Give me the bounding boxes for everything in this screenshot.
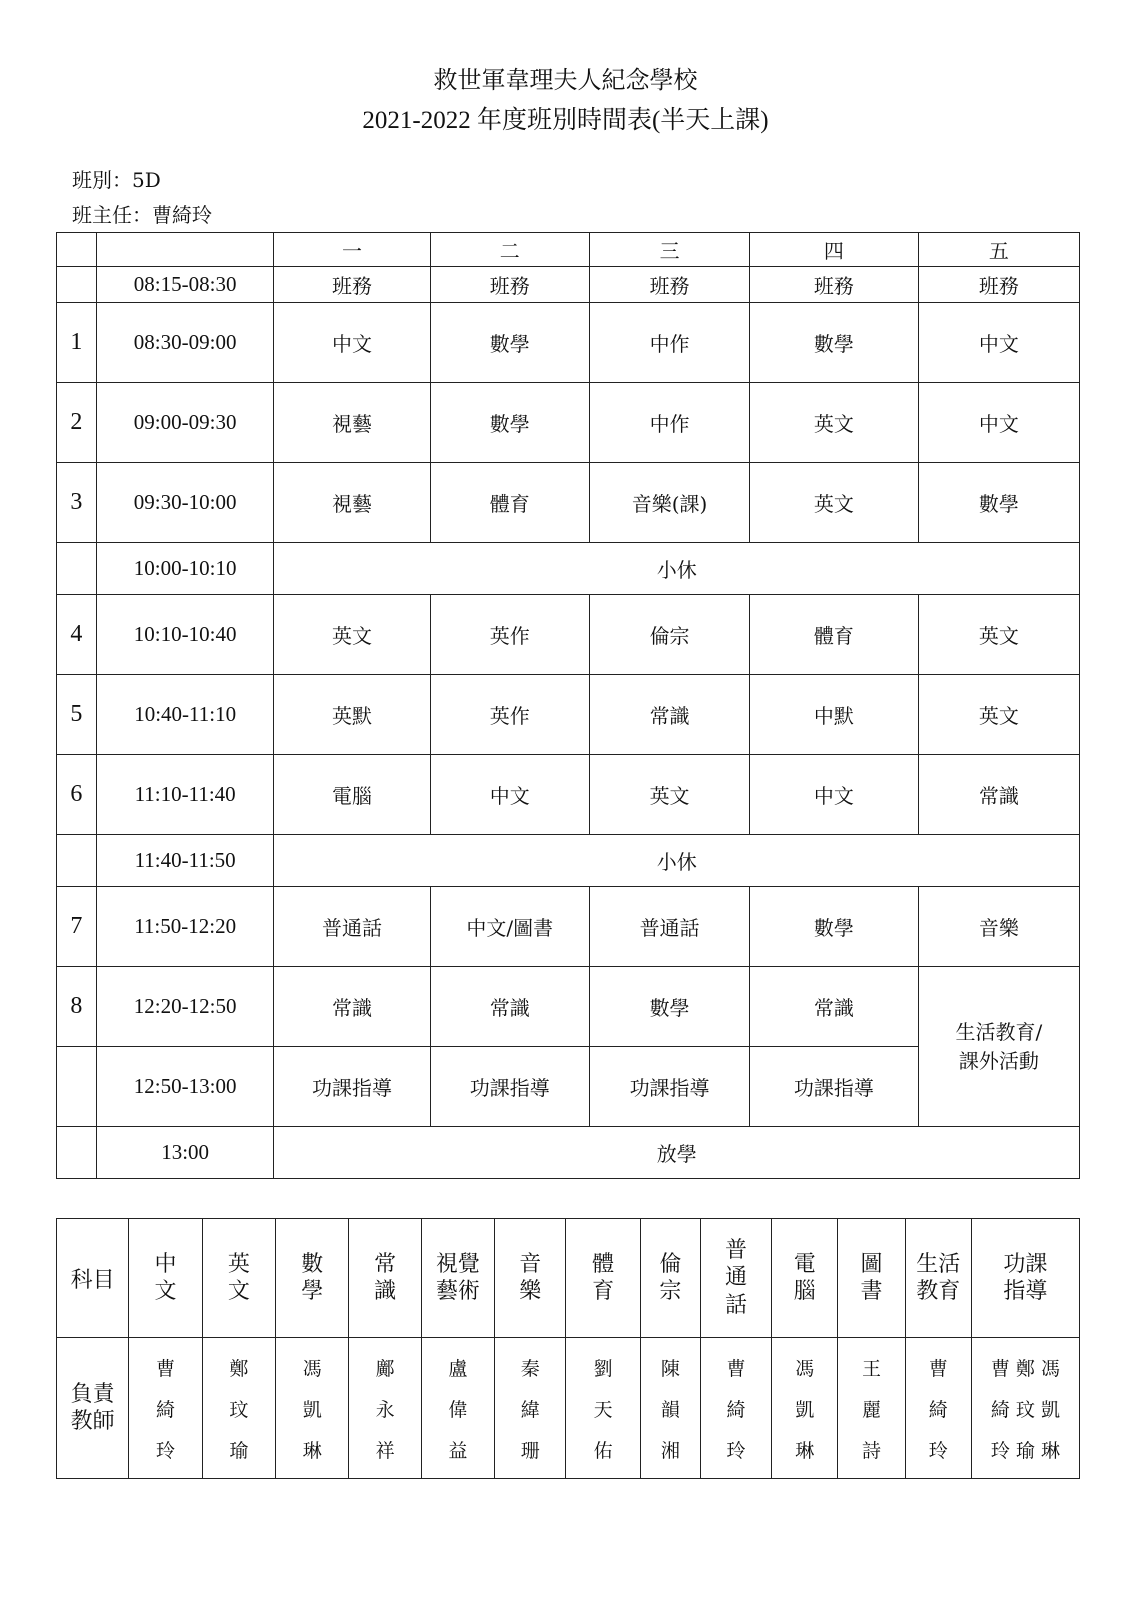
subject-name bbox=[421, 1219, 494, 1338]
teacher-name-char: 珊 bbox=[520, 1439, 540, 1462]
subject-name bbox=[129, 1219, 202, 1338]
teacher-name-char: 玟 bbox=[229, 1398, 249, 1421]
subject-name bbox=[566, 1219, 640, 1338]
lesson-cell: 英文 bbox=[750, 383, 918, 463]
teacher-names bbox=[129, 1338, 202, 1479]
teacher-names bbox=[276, 1338, 349, 1479]
period-number: 4 bbox=[57, 595, 97, 675]
period-number bbox=[57, 1127, 97, 1179]
teacher-name-char: 永 bbox=[375, 1398, 395, 1421]
teacher-name-char: 玲 bbox=[726, 1439, 746, 1462]
teacher-name-char: 曹 bbox=[726, 1357, 746, 1380]
homeroom-cell: 班務 bbox=[274, 267, 430, 303]
break-row bbox=[57, 835, 1080, 887]
teacher-names bbox=[700, 1338, 771, 1479]
subject-name-line: 教育 bbox=[916, 1279, 961, 1304]
teacher-name-char: 曹 bbox=[990, 1357, 1010, 1380]
lesson-cell: 普通話 bbox=[274, 887, 430, 967]
teacher-name-char: 綺 bbox=[156, 1398, 176, 1421]
period-number bbox=[57, 543, 97, 595]
lesson-cell: 英作 bbox=[430, 595, 589, 675]
school-name: 救世軍韋理夫人紀念學校 bbox=[433, 66, 698, 94]
teacher-names bbox=[772, 1338, 838, 1479]
period-number: 6 bbox=[57, 755, 97, 835]
subject-name-line: 中 bbox=[154, 1251, 177, 1277]
teacher-names bbox=[838, 1338, 905, 1479]
class-label: 班別：5D bbox=[72, 168, 161, 192]
lesson-cell: 中文 bbox=[918, 383, 1079, 463]
lesson-cell: 普通話 bbox=[589, 887, 749, 967]
break-label: 小休 bbox=[274, 543, 1080, 595]
period-row bbox=[57, 463, 1080, 543]
period-row bbox=[57, 303, 1080, 383]
lesson-cell: 視藝 bbox=[274, 383, 430, 463]
corner-cell bbox=[57, 233, 97, 267]
period-number: 7 bbox=[57, 887, 97, 967]
lesson-cell: 視藝 bbox=[274, 463, 430, 543]
weekday-header: 三 bbox=[589, 233, 749, 267]
lesson-cell: 英文 bbox=[274, 595, 430, 675]
teacher-names bbox=[640, 1338, 700, 1479]
teacher-name-char: 凱 bbox=[1040, 1398, 1060, 1421]
teacher-name-char: 瑜 bbox=[1015, 1439, 1035, 1462]
lesson-cell: 音樂(課) bbox=[589, 463, 749, 543]
teacher-name-char: 偉 bbox=[448, 1398, 468, 1421]
dismissal-row bbox=[57, 1127, 1080, 1179]
weekday-header: 一 bbox=[274, 233, 430, 267]
subject-name bbox=[276, 1219, 349, 1338]
time-slot: 11:50-12:20 bbox=[96, 887, 274, 967]
period-number: 2 bbox=[57, 383, 97, 463]
teacher-name-char: 佑 bbox=[593, 1439, 613, 1462]
subject-name bbox=[495, 1219, 566, 1338]
lesson-cell: 音樂 bbox=[918, 887, 1079, 967]
subject-name bbox=[905, 1219, 971, 1338]
class-teacher-label: 班主任：曹綺玲 bbox=[72, 203, 212, 227]
teacher-name-char: 天 bbox=[593, 1398, 613, 1421]
time-slot: 09:30-10:00 bbox=[96, 463, 274, 543]
subject-name-line: 育 bbox=[592, 1279, 615, 1304]
teacher-name-char: 鄺 bbox=[375, 1357, 395, 1380]
time-slot: 10:40-11:10 bbox=[96, 675, 274, 755]
subject-name-line: 電 bbox=[793, 1251, 816, 1277]
teacher-name-char: 麗 bbox=[862, 1398, 882, 1421]
time-slot: 09:00-09:30 bbox=[96, 383, 274, 463]
subject-row bbox=[57, 1219, 1080, 1338]
time-slot: 11:40-11:50 bbox=[96, 835, 274, 887]
lesson-cell: 常識 bbox=[918, 755, 1079, 835]
lesson-cell: 中作 bbox=[589, 383, 749, 463]
subject-name bbox=[349, 1219, 421, 1338]
lesson-cell: 中作 bbox=[589, 303, 749, 383]
time-slot: 08:30-09:00 bbox=[96, 303, 274, 383]
teacher-name-char: 盧 bbox=[448, 1357, 468, 1380]
teacher-name-char: 馮 bbox=[1040, 1357, 1060, 1380]
teacher-name-char: 秦 bbox=[520, 1357, 540, 1380]
subject-header: 科目 bbox=[57, 1219, 129, 1338]
lesson-cell: 英文 bbox=[750, 463, 918, 543]
subject-name-line: 常 bbox=[374, 1251, 397, 1277]
period-row bbox=[57, 383, 1080, 463]
lesson-cell: 數學 bbox=[918, 463, 1079, 543]
teacher-name-char: 琳 bbox=[1040, 1439, 1060, 1462]
subject-teacher-table bbox=[56, 1218, 1080, 1479]
lesson-cell: 倫宗 bbox=[589, 595, 749, 675]
teacher-names bbox=[421, 1338, 494, 1479]
teacher-name-char: 綺 bbox=[990, 1398, 1010, 1421]
subject-name bbox=[971, 1219, 1079, 1338]
period-number: 8 bbox=[57, 967, 97, 1047]
subject-name-line: 指導 bbox=[1003, 1279, 1048, 1304]
teacher-name-char: 琳 bbox=[302, 1439, 322, 1462]
teacher-name-char: 鄭 bbox=[1015, 1357, 1035, 1380]
subject-name-line: 通 bbox=[725, 1265, 748, 1291]
time-slot: 12:20-12:50 bbox=[96, 967, 274, 1047]
lesson-cell: 功課指導 bbox=[274, 1047, 430, 1127]
subject-name-line: 文 bbox=[154, 1279, 177, 1304]
teacher-names bbox=[905, 1338, 971, 1479]
teacher-row bbox=[57, 1338, 1080, 1479]
homeroom-row bbox=[57, 267, 1080, 303]
teacher-header-line: 負責 bbox=[70, 1381, 115, 1407]
break-row bbox=[57, 543, 1080, 595]
subject-name bbox=[640, 1219, 700, 1338]
lesson-cell: 數學 bbox=[750, 887, 918, 967]
lesson-cell: 電腦 bbox=[274, 755, 430, 835]
lesson-cell: 中文 bbox=[750, 755, 918, 835]
teacher-name-char: 詩 bbox=[862, 1439, 882, 1462]
break-label: 小休 bbox=[274, 835, 1080, 887]
lesson-cell: 數學 bbox=[430, 303, 589, 383]
time-slot: 11:10-11:40 bbox=[96, 755, 274, 835]
lesson-cell: 數學 bbox=[750, 303, 918, 383]
lesson-cell: 中文 bbox=[918, 303, 1079, 383]
subject-name bbox=[202, 1219, 275, 1338]
teacher-name-char: 緯 bbox=[520, 1398, 540, 1421]
teacher-name-char: 玲 bbox=[928, 1439, 948, 1462]
teacher-names bbox=[495, 1338, 566, 1479]
period-row bbox=[57, 755, 1080, 835]
teacher-name-char: 韻 bbox=[660, 1398, 680, 1421]
subject-name-line: 英 bbox=[227, 1251, 250, 1277]
subject-name bbox=[838, 1219, 905, 1338]
lesson-cell: 功課指導 bbox=[750, 1047, 918, 1127]
subject-name-line: 宗 bbox=[659, 1279, 682, 1304]
lesson-cell: 常識 bbox=[589, 675, 749, 755]
teacher-name-char: 瑜 bbox=[229, 1439, 249, 1462]
teacher-name-char: 祥 bbox=[375, 1439, 395, 1462]
period-row bbox=[57, 887, 1080, 967]
teacher-name-char: 玲 bbox=[156, 1439, 176, 1462]
teacher-names bbox=[971, 1338, 1079, 1479]
time-slot: 10:10-10:40 bbox=[96, 595, 274, 675]
lesson-cell: 英作 bbox=[430, 675, 589, 755]
teacher-name-char: 益 bbox=[448, 1439, 468, 1462]
subject-name-line: 圖 bbox=[860, 1251, 883, 1277]
lesson-cell: 功課指導 bbox=[589, 1047, 749, 1127]
lesson-cell: 功課指導 bbox=[430, 1047, 589, 1127]
time-slot: 12:50-13:00 bbox=[96, 1047, 274, 1127]
subject-name-line: 視覺 bbox=[435, 1251, 480, 1277]
subject-name bbox=[700, 1219, 771, 1338]
period-number: 3 bbox=[57, 463, 97, 543]
lesson-cell: 中文 bbox=[430, 755, 589, 835]
subject-name-line: 體 bbox=[592, 1251, 615, 1277]
homeroom-cell: 班務 bbox=[589, 267, 749, 303]
subject-name-line: 普 bbox=[725, 1237, 748, 1263]
homeroom-cell: 班務 bbox=[918, 267, 1079, 303]
lesson-cell: 數學 bbox=[430, 383, 589, 463]
timetable bbox=[56, 232, 1080, 1179]
teacher-name-char: 玲 bbox=[990, 1439, 1010, 1462]
subject-name-line: 數 bbox=[301, 1251, 324, 1277]
friday-activity-cell bbox=[918, 967, 1079, 1127]
lesson-cell: 英默 bbox=[274, 675, 430, 755]
lesson-cell: 英文 bbox=[918, 675, 1079, 755]
teacher-name-char: 琳 bbox=[795, 1439, 815, 1462]
teacher-names bbox=[349, 1338, 421, 1479]
subject-name-line: 書 bbox=[860, 1279, 883, 1304]
friday-activity-line: 課外活動 bbox=[958, 1048, 1039, 1073]
teacher-name-char: 綺 bbox=[928, 1398, 948, 1421]
period-number: 1 bbox=[57, 303, 97, 383]
time-slot: 08:15-08:30 bbox=[96, 267, 274, 303]
period-row bbox=[57, 675, 1080, 755]
weekday-header: 四 bbox=[750, 233, 918, 267]
time-slot: 10:00-10:10 bbox=[96, 543, 274, 595]
subject-name-line: 學 bbox=[301, 1279, 324, 1304]
subject-name-line: 藝術 bbox=[435, 1279, 480, 1304]
teacher-name-char: 凱 bbox=[302, 1398, 322, 1421]
homeroom-cell: 班務 bbox=[750, 267, 918, 303]
subject-name-line: 樂 bbox=[519, 1279, 542, 1304]
subject-name-line: 倫 bbox=[659, 1251, 682, 1277]
lesson-cell: 常識 bbox=[430, 967, 589, 1047]
teacher-name-char: 陳 bbox=[660, 1357, 680, 1380]
lesson-cell: 中文 bbox=[274, 303, 430, 383]
teacher-name-char: 綺 bbox=[726, 1398, 746, 1421]
friday-activity-line: 生活教育/ bbox=[955, 1019, 1043, 1044]
teacher-name-char: 馮 bbox=[795, 1357, 815, 1380]
period-number bbox=[57, 835, 97, 887]
teacher-name-char: 劉 bbox=[593, 1357, 613, 1380]
teacher-name-char: 凱 bbox=[795, 1398, 815, 1421]
document-title: 2021-2022 年度班別時間表(半天上課) bbox=[362, 107, 769, 134]
lesson-cell: 體育 bbox=[750, 595, 918, 675]
time-header-cell bbox=[96, 233, 274, 267]
lesson-cell: 常識 bbox=[274, 967, 430, 1047]
subject-name-line: 功課 bbox=[1003, 1251, 1048, 1277]
teacher-name-char: 鄭 bbox=[229, 1357, 249, 1380]
subject-name-line: 話 bbox=[725, 1292, 748, 1318]
subject-name-line: 文 bbox=[227, 1279, 250, 1304]
teacher-header-line: 教師 bbox=[70, 1409, 115, 1434]
homeroom-cell: 班務 bbox=[430, 267, 589, 303]
teacher-name-char: 王 bbox=[862, 1357, 882, 1380]
subject-name bbox=[772, 1219, 838, 1338]
teacher-names bbox=[566, 1338, 640, 1479]
period-row bbox=[57, 967, 1080, 1047]
lesson-cell: 體育 bbox=[430, 463, 589, 543]
lesson-cell: 常識 bbox=[750, 967, 918, 1047]
weekday-header: 二 bbox=[430, 233, 589, 267]
teacher-name-char: 曹 bbox=[928, 1357, 948, 1380]
teacher-name-char: 湘 bbox=[660, 1439, 680, 1462]
weekday-header-row bbox=[57, 233, 1080, 267]
lesson-cell: 英文 bbox=[918, 595, 1079, 675]
period-number: 5 bbox=[57, 675, 97, 755]
time-slot: 13:00 bbox=[96, 1127, 274, 1179]
subject-name-line: 識 bbox=[374, 1279, 397, 1304]
lesson-cell: 英文 bbox=[589, 755, 749, 835]
teacher-name-char: 玟 bbox=[1015, 1398, 1035, 1421]
dismissal-label: 放學 bbox=[274, 1127, 1080, 1179]
lesson-cell: 數學 bbox=[589, 967, 749, 1047]
subject-name-line: 音 bbox=[519, 1251, 542, 1277]
teacher-name-char: 馮 bbox=[302, 1357, 322, 1380]
teacher-header bbox=[57, 1338, 129, 1479]
subject-name-line: 腦 bbox=[793, 1279, 816, 1304]
lesson-cell: 中默 bbox=[750, 675, 918, 755]
weekday-header: 五 bbox=[918, 233, 1079, 267]
teacher-name-char: 曹 bbox=[156, 1357, 176, 1380]
period-number bbox=[57, 1047, 97, 1127]
period-row bbox=[57, 595, 1080, 675]
period-number bbox=[57, 267, 97, 303]
subject-name-line: 生活 bbox=[916, 1251, 961, 1277]
lesson-cell: 中文/圖書 bbox=[430, 887, 589, 967]
teacher-names bbox=[202, 1338, 275, 1479]
